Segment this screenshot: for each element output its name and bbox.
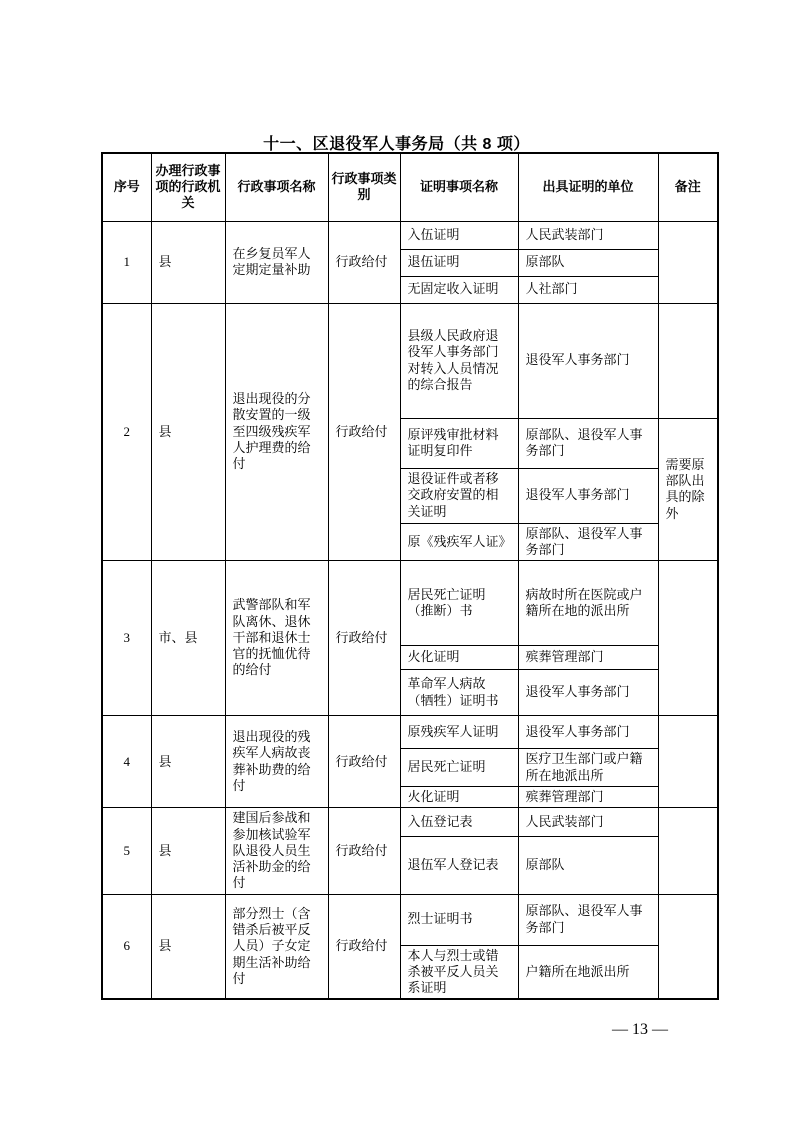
items-table-body: [102, 221, 718, 999]
cert-name-cell: 居民死亡证明: [400, 749, 518, 787]
remark-cell: [658, 303, 718, 418]
category-cell: 行政给付: [328, 808, 400, 894]
cert-name-cell: 原《残疾军人证》: [400, 523, 518, 561]
table-row: [102, 894, 718, 945]
cert-unit-cell: 殡葬管理部门: [518, 646, 658, 670]
cert-unit-cell: 病故时所在医院或户籍所在地的派出所: [518, 561, 658, 646]
cert-name-cell: 无固定收入证明: [400, 276, 518, 303]
item-name-cell: 在乡复员军人定期定量补助: [225, 221, 328, 303]
column-header: 行政事项类别: [328, 153, 400, 221]
row-number-cell: 2: [102, 303, 151, 561]
cert-unit-cell: 原部队: [518, 249, 658, 276]
remark-cell: [658, 561, 718, 716]
row-number-cell: 6: [102, 894, 151, 999]
cert-name-cell: 县级人民政府退役军人事务部门对转入人员情况的综合报告: [400, 303, 518, 418]
item-name-cell: 部分烈士（含错杀后被平反人员）子女定期生活补助给付: [225, 894, 328, 999]
header-row: [102, 153, 718, 221]
cert-unit-cell: 殡葬管理部门: [518, 787, 658, 808]
cert-name-cell: 退伍证明: [400, 249, 518, 276]
column-header: 序号: [102, 153, 151, 221]
cert-unit-cell: 退役军人事务部门: [518, 468, 658, 523]
category-cell: 行政给付: [328, 716, 400, 808]
page-title: 十一、区退役军人事务局（共 8 项）: [263, 136, 530, 153]
table-row: [102, 716, 718, 749]
remark-cell: [658, 808, 718, 894]
column-header: 备注: [658, 153, 718, 221]
agency-cell: 县: [151, 894, 225, 999]
cert-name-cell: 居民死亡证明（推断）书: [400, 561, 518, 646]
cert-name-cell: 本人与烈士或错杀被平反人员关系证明: [400, 945, 518, 999]
category-cell: 行政给付: [328, 561, 400, 716]
cert-unit-cell: 退役军人事务部门: [518, 716, 658, 749]
item-name-cell: 武警部队和军队离休、退休干部和退休士官的抚恤优待的给付: [225, 561, 328, 716]
agency-cell: 县: [151, 221, 225, 303]
cert-unit-cell: 退役军人事务部门: [518, 670, 658, 716]
agency-cell: 县: [151, 303, 225, 561]
cert-unit-cell: 原部队: [518, 837, 658, 894]
items-table-head: [102, 153, 718, 221]
table-row: [102, 561, 718, 646]
cert-unit-cell: 退役军人事务部门: [518, 303, 658, 418]
cert-unit-cell: 原部队、退役军人事务部门: [518, 418, 658, 468]
cert-name-cell: 入伍证明: [400, 221, 518, 249]
remark-cell: [658, 221, 718, 303]
cert-name-cell: 原残疾军人证明: [400, 716, 518, 749]
cert-unit-cell: 人社部门: [518, 276, 658, 303]
row-number-cell: 3: [102, 561, 151, 716]
cert-name-cell: 退役证件或者移交政府安置的相关证明: [400, 468, 518, 523]
cert-unit-cell: 原部队、退役军人事务部门: [518, 894, 658, 945]
row-number-cell: 1: [102, 221, 151, 303]
row-number-cell: 5: [102, 808, 151, 894]
cert-unit-cell: 户籍所在地派出所: [518, 945, 658, 999]
cert-unit-cell: 人民武装部门: [518, 808, 658, 837]
agency-cell: 县: [151, 808, 225, 894]
cert-name-cell: 烈士证明书: [400, 894, 518, 945]
column-header: 证明事项名称: [400, 153, 518, 221]
cert-name-cell: 入伍登记表: [400, 808, 518, 837]
cert-name-cell: 退伍军人登记表: [400, 837, 518, 894]
category-cell: 行政给付: [328, 303, 400, 561]
item-name-cell: 退出现役的分散安置的一级至四级残疾军人护理费的给付: [225, 303, 328, 561]
table-row: [102, 221, 718, 249]
cert-name-cell: 火化证明: [400, 646, 518, 670]
remark-cell: [658, 716, 718, 808]
category-cell: 行政给付: [328, 894, 400, 999]
cert-name-cell: 革命军人病故（牺牲）证明书: [400, 670, 518, 716]
agency-cell: 县: [151, 716, 225, 808]
table-row: [102, 808, 718, 837]
table-row: [102, 303, 718, 418]
cert-unit-cell: 原部队、退役军人事务部门: [518, 523, 658, 561]
cert-unit-cell: 人民武装部门: [518, 221, 658, 249]
row-number-cell: 4: [102, 716, 151, 808]
agency-cell: 市、县: [151, 561, 225, 716]
remark-cell: [658, 894, 718, 999]
cert-name-cell: 火化证明: [400, 787, 518, 808]
column-header: 办理行政事项的行政机关: [151, 153, 225, 221]
category-cell: 行政给付: [328, 221, 400, 303]
page-number: — 13 —: [612, 1021, 668, 1038]
cert-name-cell: 原评残审批材料证明复印件: [400, 418, 518, 468]
column-header: 行政事项名称: [225, 153, 328, 221]
items-table: [101, 152, 719, 1000]
item-name-cell: 退出现役的残疾军人病故丧葬补助费的给付: [225, 716, 328, 808]
remark-cell: 需要原部队出具的除外: [658, 418, 718, 561]
item-name-cell: 建国后参战和参加核试验军队退役人员生活补助金的给付: [225, 808, 328, 894]
column-header: 出具证明的单位: [518, 153, 658, 221]
cert-unit-cell: 医疗卫生部门或户籍所在地派出所: [518, 749, 658, 787]
